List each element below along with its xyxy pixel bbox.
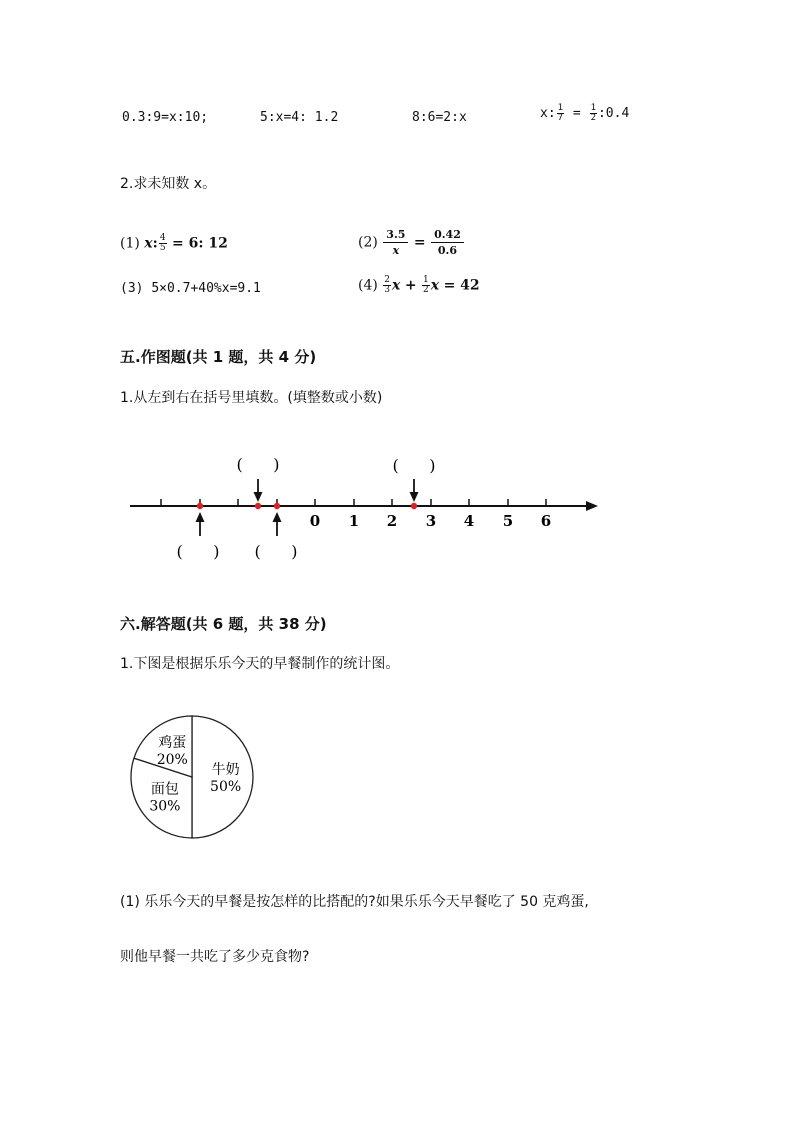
- pie-slice-percent: 20%: [156, 751, 188, 768]
- point-b: [255, 503, 261, 509]
- denominator: 2: [423, 285, 429, 295]
- item-label: (3): [120, 281, 144, 296]
- section-6-heading: 六.解答题(共 6 题，共 38 分): [120, 615, 327, 633]
- blank-bottom-1[interactable]: ( ): [176, 542, 220, 561]
- denominator: 3: [384, 285, 391, 295]
- tick-marks: [161, 499, 546, 506]
- point-d: [411, 503, 417, 509]
- variable-x: x: [144, 235, 153, 252]
- tick-label-1: 1: [348, 512, 360, 530]
- equals-sign: =: [572, 106, 581, 121]
- variable-x: x: [430, 277, 440, 294]
- pie-slice-label: 鸡蛋: [158, 734, 187, 751]
- point-a: [197, 503, 203, 509]
- equals-sign: =: [413, 234, 426, 251]
- question-6-1-line-2: 则他早餐一共吃了多少克食物?: [120, 949, 310, 965]
- denominator: 7: [557, 113, 564, 123]
- pie-slice-percent: 50%: [210, 779, 242, 795]
- numerator: 2: [384, 275, 391, 285]
- numerator: 1: [557, 103, 564, 113]
- question-2-title: 2.求未知数 x。: [120, 176, 217, 192]
- item-label: (2): [358, 234, 378, 251]
- item-label: (1): [120, 235, 140, 252]
- numerator: 1: [423, 275, 429, 285]
- pie-slice-percent: 30%: [149, 798, 181, 815]
- equation-3-expression: 5×0.7+40%x=9.1: [151, 281, 261, 296]
- plus-sign: +: [404, 277, 417, 294]
- pie-slice-label: 牛奶: [211, 762, 240, 778]
- numerator: 0.42: [431, 229, 464, 243]
- tick-label-4: 4: [463, 512, 475, 530]
- item-label: (4): [358, 277, 378, 294]
- proportion-3: 8:6=2:x: [412, 110, 467, 125]
- equation-4-rhs: = 42: [443, 277, 480, 294]
- breakfast-pie-chart: [125, 712, 265, 842]
- numerator: 1: [590, 103, 596, 113]
- equation-1-rhs: = 6: 12: [172, 235, 228, 252]
- section-5-heading: 五.作图题(共 1 题，共 4 分): [120, 348, 317, 366]
- denominator: x: [392, 244, 400, 257]
- tick-label-5: 5: [502, 512, 514, 530]
- proportion-1: 0.3:9=x:10;: [122, 110, 209, 125]
- section-6-question-1: 1.下图是根据乐乐今天的早餐制作的统计图。: [120, 656, 400, 672]
- answer-blanks: [177, 455, 436, 561]
- tick-label-2: 2: [386, 512, 398, 530]
- down-arrow-icon: [410, 492, 419, 502]
- denominator: 5: [159, 243, 166, 253]
- tick-label-6: 6: [540, 512, 552, 530]
- proportion-2: 5:x=4: 1.2: [260, 110, 339, 125]
- numerator: 4: [159, 233, 166, 243]
- axis-arrowhead: [586, 501, 598, 511]
- pie-slice-label: 面包: [150, 781, 179, 798]
- up-arrow-icon: [196, 512, 205, 522]
- blank-top-2[interactable]: ( ): [392, 456, 436, 475]
- variable-x: x: [392, 277, 401, 294]
- blank-top-1[interactable]: ( ): [236, 455, 280, 474]
- denominator: 2: [590, 113, 596, 123]
- blank-bottom-2[interactable]: ( ): [254, 542, 298, 561]
- up-arrow-icon: [273, 512, 282, 522]
- colon: :: [152, 235, 158, 252]
- tick-label-0: 0: [309, 512, 321, 530]
- question-6-1-line-1: (1) 乐乐今天的早餐是按怎样的比搭配的?如果乐乐今天早餐吃了 50 克鸡蛋,: [120, 894, 589, 910]
- tick-label-3: 3: [425, 512, 437, 530]
- proportion-4-prefix: x:: [540, 106, 556, 121]
- up-arrows: [200, 520, 277, 536]
- down-arrows: [258, 479, 414, 494]
- numerator: 3.5: [383, 229, 408, 243]
- point-c: [274, 503, 280, 509]
- tick-labels: [310, 512, 551, 530]
- denominator: 0.6: [437, 244, 458, 257]
- proportion-4-suffix: :0.4: [597, 106, 630, 121]
- down-arrow-icon: [254, 492, 263, 502]
- section-5-question-1: 1.从左到右在括号里填数。(填整数或小数): [120, 390, 383, 406]
